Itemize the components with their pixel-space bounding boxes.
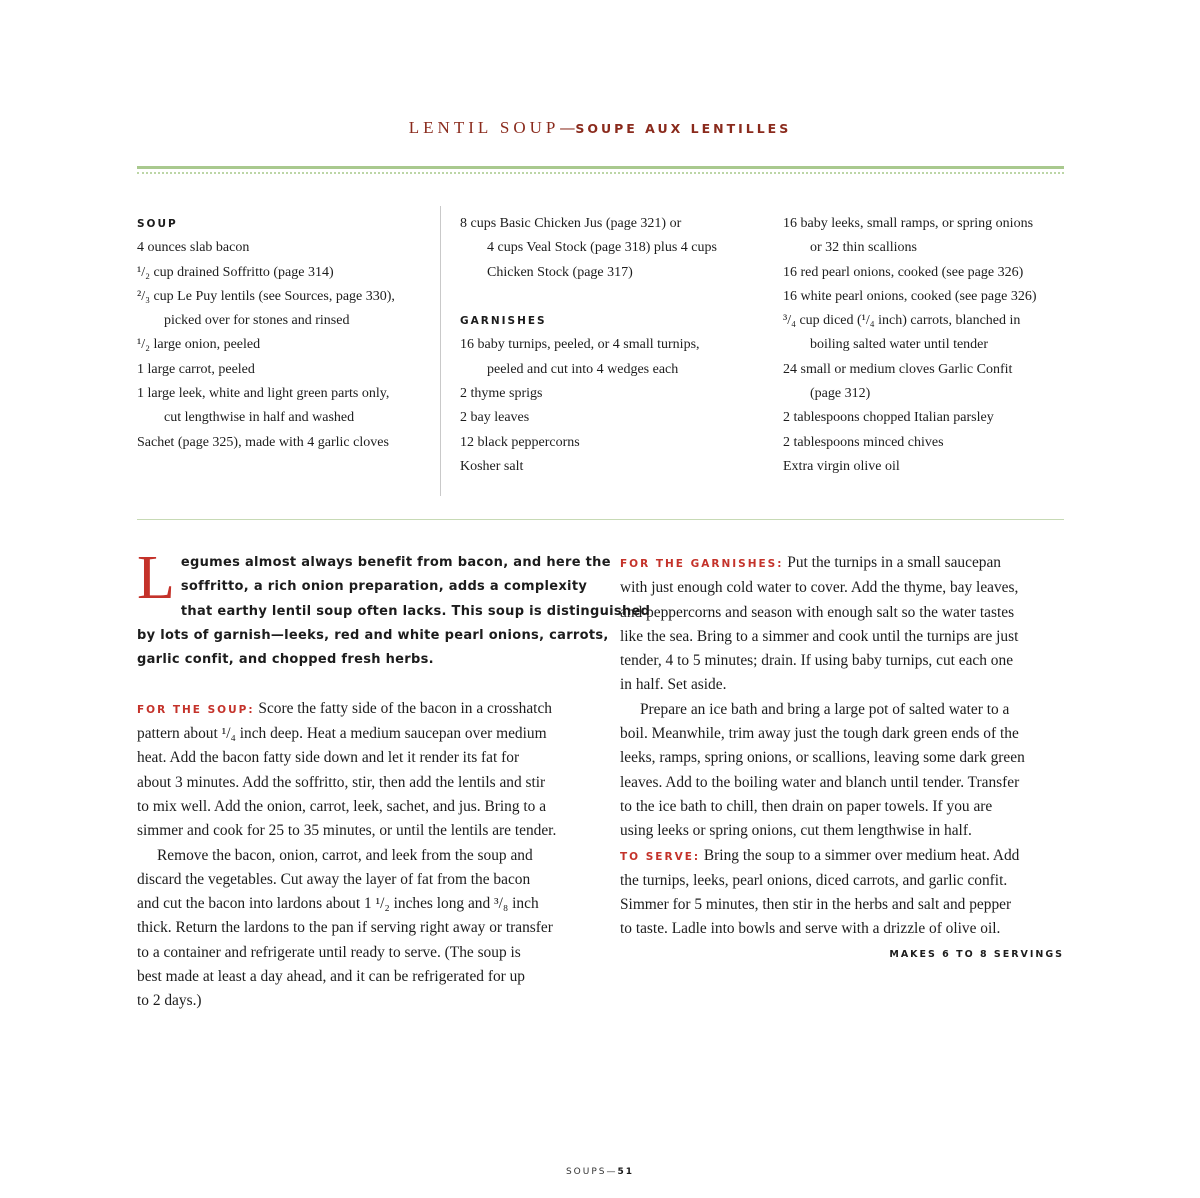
text-line: to mix well. Add the onion, carrot, leek, sachet, and jus. Bring to a xyxy=(137,797,547,815)
ingredient-line: 4 cups Veal Stock (page 318) plus 4 cups xyxy=(487,240,717,256)
text-line: by lots of garnish—leeks, red and white pearl onions, carrots, xyxy=(137,627,609,643)
text-line: garlic confit, and chopped fresh herbs. xyxy=(137,652,434,668)
garnish-line-0: Put the turnips in a small saucepan xyxy=(783,554,1002,571)
column-divider xyxy=(440,206,441,496)
text-line: Remove the bacon, onion, carrot, and leek from the soup and xyxy=(157,846,533,864)
text-line: like the sea. Bring to a simmer and cook until the turnips are just xyxy=(620,627,1019,645)
ingredient-line: picked over for stones and rinsed xyxy=(164,313,350,329)
intro-lines xyxy=(137,544,651,672)
ingredient-line: Kosher salt xyxy=(460,458,524,474)
text-line: Prepare an ice bath and bring a large pot of salted water to a xyxy=(640,700,1010,718)
yield: MAKES 6 TO 8 SERVINGS xyxy=(889,948,1064,960)
title-dash: — xyxy=(559,118,576,137)
soup-first-line xyxy=(137,697,587,722)
text-line: to taste. Ladle into bowls and serve with a drizzle of olive oil. xyxy=(620,920,1001,938)
page-number: 51 xyxy=(617,1167,635,1177)
top-rule xyxy=(137,166,1064,169)
garnish-rest-lines xyxy=(620,576,1064,697)
ingredient-line: Extra virgin olive oil xyxy=(783,458,900,474)
text-line: pattern about ¹/₄ inch deep. Heat a medium saucepan over medium xyxy=(137,725,547,743)
soup-paragraph-2 xyxy=(137,844,587,1014)
footer-dash: — xyxy=(606,1167,618,1177)
ingredient-line: 16 red pearl onions, cooked (see page 326) xyxy=(783,264,1024,280)
ingredient-line: 2 tablespoons chopped Italian parsley xyxy=(783,410,994,426)
ingredient-line: 16 white pearl onions, cooked (see page 326) xyxy=(783,288,1037,304)
text-line: using leeks or spring onions, cut them lengthwise in half. xyxy=(620,822,972,840)
text-line: to 2 days.) xyxy=(137,992,202,1010)
spacer xyxy=(460,285,717,309)
ingredient-line: Sachet (page 325), made with 4 garlic cloves xyxy=(137,434,389,450)
ingredient-line: (page 312) xyxy=(810,386,871,402)
ingredient-line: ²/₃ cup Le Puy lentils (see Sources, page 330), xyxy=(137,288,395,304)
ingredient-line: Chicken Stock (page 317) xyxy=(487,264,633,280)
title-french: SOUPE AUX LENTILLES xyxy=(575,121,792,136)
spacer xyxy=(137,672,587,696)
ingredient-heading: GARNISHES xyxy=(460,315,547,328)
drop-cap: L xyxy=(137,544,175,612)
ingredient-line: 16 baby leeks, small ramps, or spring onions xyxy=(783,216,1034,231)
text-line: to a container and refrigerate until ready to serve. (The soup is xyxy=(137,943,521,961)
ingredient-line: 2 tablespoons minced chives xyxy=(783,434,944,450)
garnish-paragraph xyxy=(620,551,1064,698)
serve-rest-lines xyxy=(620,869,1064,942)
text-line: to the ice bath to chill, then drain on paper towels. If you are xyxy=(620,797,993,815)
garnish-first-line xyxy=(620,551,1064,576)
ingredient-line: ¹/₂ cup drained Soffritto (page 314) xyxy=(137,264,334,280)
text-line: heat. Add the bacon fatty side down and let it render its fat for xyxy=(137,749,520,767)
text-line: that earthy lentil soup often lacks. This soup is distinguished xyxy=(180,603,651,619)
text-line: about 3 minutes. Add the soffritto, stir, then add the lentils and stir xyxy=(137,773,546,791)
serve-line-0: Bring the soup to a simmer over medium heat. Add xyxy=(700,846,1020,864)
text-line: leaves. Add to the boiling water and blanch until tender. Transfer xyxy=(620,773,1020,791)
ingredient-line: cut lengthwise in half and washed xyxy=(164,410,355,426)
intro-paragraph xyxy=(137,544,651,672)
text-line: egumes almost always benefit from bacon, and here the xyxy=(180,555,611,570)
ingredient-line: 2 bay leaves xyxy=(460,410,530,426)
soup-line-0: Score the fatty side of the bacon in a crosshatch xyxy=(254,699,552,717)
footer-section: SOUPS xyxy=(565,1167,607,1177)
ingredients-column-2 xyxy=(460,212,717,479)
serve-first-line xyxy=(620,844,1064,869)
text-line: thick. Return the lardons to the pan if serving right away or transfer xyxy=(137,919,553,937)
text-line: discard the vegetables. Cut away the layer of fat from the bacon xyxy=(137,870,531,888)
soup-paragraph xyxy=(137,697,587,844)
ingredient-line: 4 ounces slab bacon xyxy=(137,240,250,256)
soup-rest-lines xyxy=(137,722,587,843)
ingredient-line: 2 thyme sprigs xyxy=(460,386,543,402)
ingredient-line: 1 large leek, white and light green parts only, xyxy=(137,386,390,402)
serve-paragraph xyxy=(620,844,1064,942)
ingredient-line: ³/₄ cup diced (¹/₄ inch) carrots, blanched in xyxy=(783,313,1021,329)
dotted-rule xyxy=(137,172,1064,174)
garnish-paragraph-2 xyxy=(620,698,1064,844)
soup-label: FOR THE SOUP: xyxy=(137,703,255,716)
ingredients-column-1 xyxy=(137,212,395,455)
ingredient-line: boiling salted water until tender xyxy=(810,337,989,353)
text-line: Simmer for 5 minutes, then stir in the herbs and salt and pepper xyxy=(620,896,1012,914)
recipe-title xyxy=(0,118,1200,138)
ingredient-heading: SOUP xyxy=(137,218,178,230)
title-english: LENTIL SOUP xyxy=(408,118,560,137)
method-right-column xyxy=(620,551,1064,968)
text-line: tender, 4 to 5 minutes; drain. If using baby turnips, cut each one xyxy=(620,652,1014,670)
ingredient-line: 24 small or medium cloves Garlic Confit xyxy=(783,361,1013,377)
page-footer xyxy=(0,1167,1200,1177)
serve-label: TO SERVE: xyxy=(620,850,701,863)
ingredient-line: 12 black peppercorns xyxy=(460,434,580,450)
method-left-column xyxy=(137,544,651,1014)
text-line: leeks, ramps, spring onions, or scallions, leaving some dark green xyxy=(620,749,1025,767)
text-line: simmer and cook for 25 to 35 minutes, or until the lentils are tender. xyxy=(137,822,557,840)
text-line: and cut the bacon into lardons about 1 ¹/₂ inches long and ³/₈ inch xyxy=(137,895,539,913)
garnish-label: FOR THE GARNISHES: xyxy=(620,558,784,570)
ingredient-line: peeled and cut into 4 wedges each xyxy=(487,361,679,377)
text-line: and peppercorns and season with enough salt so the water tastes xyxy=(620,603,1015,621)
ingredients-column-3 xyxy=(783,212,1036,479)
text-line: in half. Set aside. xyxy=(620,676,727,694)
ingredient-line: 1 large carrot, peeled xyxy=(137,361,255,377)
text-line: best made at least a day ahead, and it can be refrigerated for up xyxy=(137,968,525,986)
section-rule xyxy=(137,519,1064,520)
ingredient-line: or 32 thin scallions xyxy=(810,240,917,256)
text-line: the turnips, leeks, pearl onions, diced carrots, and garlic confit. xyxy=(620,871,1008,889)
text-line: soffritto, a rich onion preparation, adds a complexity xyxy=(180,579,588,595)
text-line: boil. Meanwhile, trim away just the tough dark green ends of the xyxy=(620,725,1019,743)
text-line: with just enough cold water to cover. Add the thyme, bay leaves, xyxy=(620,579,1019,597)
ingredient-line: 8 cups Basic Chicken Jus (page 321) or xyxy=(460,216,682,231)
ingredient-line: 16 baby turnips, peeled, or 4 small turnips, xyxy=(460,337,700,353)
ingredient-line: ¹/₂ large onion, peeled xyxy=(137,337,261,353)
